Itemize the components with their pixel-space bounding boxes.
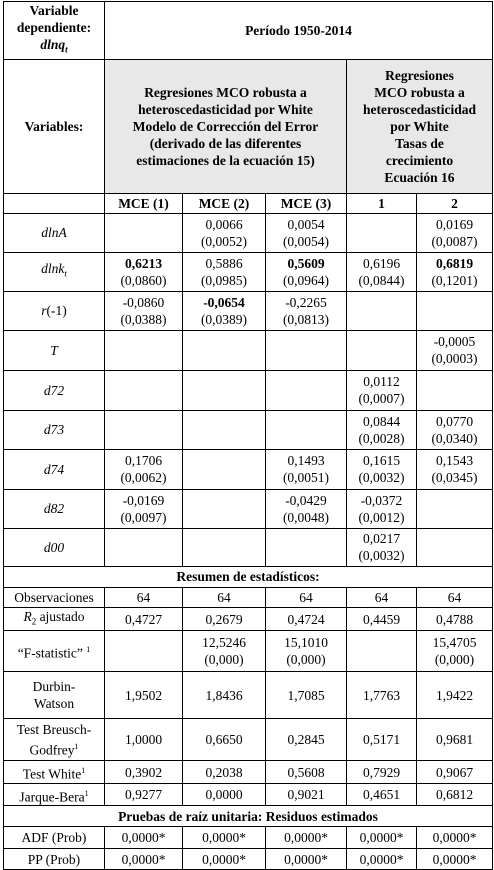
coef-cell [347,528,417,566]
variable-name [4,370,105,410]
coefficient: 0,1615 [362,453,401,469]
breusch-godfrey-value: 0,5171 [347,719,417,761]
std-error: (0,0051) [282,470,330,486]
column-header: MCE (3) [266,193,347,213]
coef-cell [266,330,347,370]
coef-cell [417,370,493,410]
variable-subscript: t [64,269,67,280]
coef-row [4,252,493,291]
cell-line: (0,000) [204,652,244,668]
coef-cell [183,213,266,252]
coefficient: -0,0169 [122,492,165,508]
f-statistic-value [105,631,183,672]
coefficient: 0,0770 [435,413,474,429]
f-statistic-value [417,631,493,672]
coef-cell [183,291,266,330]
r2-adjusted-value: 0,4788 [417,607,493,631]
coef-row [4,213,493,252]
variable-name [4,449,105,489]
label-line: Durbin- [32,679,76,695]
coef-row [4,489,493,528]
variable-name [4,489,105,528]
adf-prob-value: 0,0000* [105,827,183,849]
r2-adjusted-row [4,607,493,631]
adf-prob-label [4,827,105,849]
unit-root-title-row [4,806,493,827]
r2-adjusted-value: 0,4724 [266,607,347,631]
pp-prob-value: 0,0000* [266,849,347,870]
std-error: (0,0048) [282,509,330,525]
f-statistic-value [183,631,266,672]
f-statistic-value [347,631,417,672]
coefficient: 0,5886 [205,255,243,271]
cell-line: Modelo de Corrección del Error [132,118,319,134]
coefficient: -0,0860 [122,294,165,310]
coef-row [4,410,493,449]
coef-cell [105,213,183,252]
breusch-godfrey-value: 0,6650 [183,719,266,761]
variable-name-text: d72 [43,382,65,398]
coefficient: 0,1543 [435,453,474,469]
label-line [6,738,102,759]
column-header: MCE (1) [105,193,183,213]
coef-cell [105,291,183,330]
observations-label [4,587,105,607]
cell-line: Regresiones [385,67,454,83]
coefficient: 0,0217 [362,531,401,547]
coefficient: -0,0005 [433,334,476,350]
coef-cell [347,489,417,528]
cell-line: por White [390,118,449,134]
cell-line: heteroscedasticidad por White [138,101,313,117]
test-white-value: 0,9067 [417,761,493,784]
stats-title-row [4,566,493,587]
coef-row [4,370,493,410]
coef-cell [347,330,417,370]
std-error: (0,1201) [431,272,478,288]
adf-prob-value: 0,0000* [347,827,417,849]
f-statistic-value [266,631,347,672]
coef-row [4,528,493,566]
cell-line: Regresiones MCO robusta a [144,84,307,100]
r2-adjusted-value: 0,4727 [105,607,183,631]
coef-cell [105,449,183,489]
std-error: (0,0007) [358,391,405,407]
variable-name [4,252,105,291]
footnote-mark: 1 [84,788,89,798]
coef-cell [417,330,493,370]
cell-line: crecimiento [385,152,454,168]
test-white-value: 0,3902 [105,761,183,784]
breusch-godfrey-row [4,719,493,761]
coef-cell [417,410,493,449]
cell-line: 15,1010 [284,635,328,651]
variables-label: Variables: [4,59,105,193]
coefficient: -0,0429 [285,492,327,508]
r2-adjusted-value: 0,4459 [347,607,417,631]
coef-cell [266,213,347,252]
group-header-mce [105,59,347,193]
coef-cell [266,489,347,528]
coef-cell [417,252,493,291]
jarque-bera-row [4,784,493,806]
cell-line: Ecuación 16 [384,169,455,185]
coef-cell [347,370,417,410]
adf-prob-value: 0,0000* [417,827,493,849]
label-text: PP (Prob) [27,851,81,867]
variable-name [4,410,105,449]
coefficient: 0,1493 [287,453,325,469]
std-error: (0,0340) [431,430,478,446]
coef-row [4,449,493,489]
label-text: “F-statistic” [17,645,87,661]
test-white-label [4,761,105,784]
variable-name [4,330,105,370]
coef-cell [183,330,266,370]
regression-table [3,1,493,870]
test-white-row [4,761,493,784]
test-white-value: 0,2038 [183,761,266,784]
coef-cell [183,370,266,410]
coefficient: 0,6819 [435,255,474,271]
coef-cell [417,291,493,330]
label-text: Jarque-Bera [19,789,85,805]
coef-cell [417,528,493,566]
std-error: (0,0345) [431,470,478,486]
std-error: (0,0813) [282,311,330,327]
r-symbol: R [23,608,32,624]
label-text: Test White [22,766,82,782]
coefficient: -0,0654 [203,294,245,310]
jarque-bera-value: 0,4651 [347,784,417,806]
std-error: (0,0062) [120,470,167,486]
coef-cell [347,213,417,252]
pp-prob-row [4,849,493,870]
durbin-watson-row [4,672,493,719]
coefficient: 0,0112 [363,374,400,390]
label-text: Godfrey [29,742,75,758]
variable-name [4,213,105,252]
variable-name-text: T [50,342,58,358]
coef-cell [183,489,266,528]
observations-row [4,587,493,607]
std-error: (0,0860) [120,272,167,288]
coef-cell [183,449,266,489]
std-error: (0,0388) [120,311,167,327]
coef-cell [417,449,493,489]
coef-cell [105,330,183,370]
variable-name-text: dlnA [41,225,67,241]
observations-value: 64 [266,587,347,607]
r2-adjusted-label [4,607,105,631]
pp-prob-label [4,849,105,870]
label-line: Watson [33,696,75,712]
coef-cell [183,528,266,566]
variable-name-text: d73 [43,422,65,438]
observations-value: 64 [347,587,417,607]
group-header-growth [347,59,493,193]
coefficient: 0,1706 [124,453,163,469]
coefficient: 0,6213 [124,255,163,271]
coef-cell [105,528,183,566]
pp-prob-value: 0,0000* [417,849,493,870]
footnote-mark: 1 [74,742,79,752]
std-error: (0,0052) [200,233,248,249]
variable-name-text: dlnk [41,261,65,277]
std-error: (0,0054) [282,233,330,249]
label-text: ajustado [36,608,85,624]
std-error: (0,0003) [431,351,478,367]
breusch-godfrey-value: 1,0000 [105,719,183,761]
durbin-watson-value: 1,9422 [417,672,493,719]
variable-name-text: d00 [43,539,65,555]
coef-cell [347,291,417,330]
std-error: (0,0964) [282,272,330,288]
column-header: MCE (2) [183,193,266,213]
std-error: (0,0028) [358,430,405,446]
coefficient: -0,2265 [285,294,327,310]
variable-name [4,291,105,330]
label-text: Observaciones [14,589,94,605]
adf-prob-row [4,827,493,849]
coef-cell [183,252,266,291]
coefficient: 0,6196 [362,255,401,271]
std-error: (0,0844) [358,272,405,288]
breusch-godfrey-value: 0,9681 [417,719,493,761]
f-statistic-row [4,631,493,672]
jarque-bera-label [4,784,105,806]
pp-prob-value: 0,0000* [105,849,183,870]
cell-line: Tasas de [395,135,444,151]
adf-prob-value: 0,0000* [183,827,266,849]
coef-cell [347,252,417,291]
f-statistic-label [4,631,105,672]
coefficient: -0,0372 [360,492,403,508]
r-subscript: 2 [31,616,37,627]
coef-row [4,291,493,330]
coefficient: 0,5609 [287,255,325,271]
jarque-bera-value: 0,6812 [417,784,493,806]
footnote-mark: 1 [81,766,86,776]
std-error: (0,0032) [358,470,405,486]
r2-adjusted-value: 0,2679 [183,607,266,631]
cell-line: 15,4705 [432,635,477,651]
coef-cell [266,410,347,449]
adf-prob-value: 0,0000* [266,827,347,849]
coef-cell [266,291,347,330]
std-error: (0,0389) [200,311,248,327]
stats-title: Resumen de estadísticos: [4,566,493,587]
breusch-godfrey-label [4,719,105,761]
coefficient: 0,0054 [287,216,325,232]
durbin-watson-value: 1,7763 [347,672,417,719]
variable-lag: (-1) [46,303,67,319]
std-error: (0,0087) [431,233,478,249]
column-header-row [4,193,493,213]
coefficient: 0,0169 [435,216,474,232]
jarque-bera-value: 0,0000 [183,784,266,806]
label-line: Test Breusch- [16,722,92,738]
variable-name-text: r [41,303,47,319]
coef-cell [266,370,347,410]
pp-prob-value: 0,0000* [183,849,266,870]
dependent-variable-label: Variable dependiente: dlnq$_t$ [4,2,105,60]
observations-value: 64 [105,587,183,607]
breusch-godfrey-value: 0,2845 [266,719,347,761]
variable-name-text: d74 [43,461,65,477]
cell-line: heteroscedasticidad [363,101,476,117]
coef-cell [347,449,417,489]
std-error: (0,0097) [120,509,167,525]
coef-cell [105,410,183,449]
coef-cell [183,410,266,449]
durbin-watson-label [4,672,105,719]
test-white-value: 0,5608 [266,761,347,784]
std-error: (0,0012) [358,509,405,525]
coefficient: 0,0844 [362,413,401,429]
variable-name-text: d82 [43,501,65,517]
coef-cell [266,449,347,489]
coef-cell [266,528,347,566]
durbin-watson-value: 1,9502 [105,672,183,719]
jarque-bera-value: 0,9021 [266,784,347,806]
column-header: 2 [417,193,493,213]
std-error: (0,0985) [200,272,248,288]
jarque-bera-value: 0,9277 [105,784,183,806]
coef-cell [105,252,183,291]
column-header: 1 [347,193,417,213]
coef-row [4,330,493,370]
unit-root-title: Pruebas de raíz unitaria: Residuos estimados [4,806,493,827]
label-text: ADF (Prob) [21,830,87,846]
coef-cell [105,489,183,528]
std-error: (0,0032) [358,548,405,564]
observations-value: 64 [183,587,266,607]
cell-line: (0,000) [286,652,326,668]
coef-cell [266,252,347,291]
coef-cell [417,213,493,252]
cell-line: MCO robusta a [374,84,465,100]
coef-cell [105,370,183,410]
period-header: Período 1950-2014 [105,2,493,60]
durbin-watson-value: 1,8436 [183,672,266,719]
coef-cell [417,489,493,528]
cell-line: (0,000) [434,652,475,668]
observations-value: 64 [417,587,493,607]
test-white-value: 0,7929 [347,761,417,784]
durbin-watson-value: 1,7085 [266,672,347,719]
pp-prob-value: 0,0000* [347,849,417,870]
coef-cell [347,410,417,449]
cell-line: estimaciones de la ecuación 15) [136,152,315,168]
footnote-mark: 1 [86,645,91,655]
cell-line: (derivado de las diferentes [149,135,302,151]
variable-name [4,528,105,566]
cell-line: 12,5246 [202,635,246,651]
coefficient: 0,0066 [205,216,243,232]
